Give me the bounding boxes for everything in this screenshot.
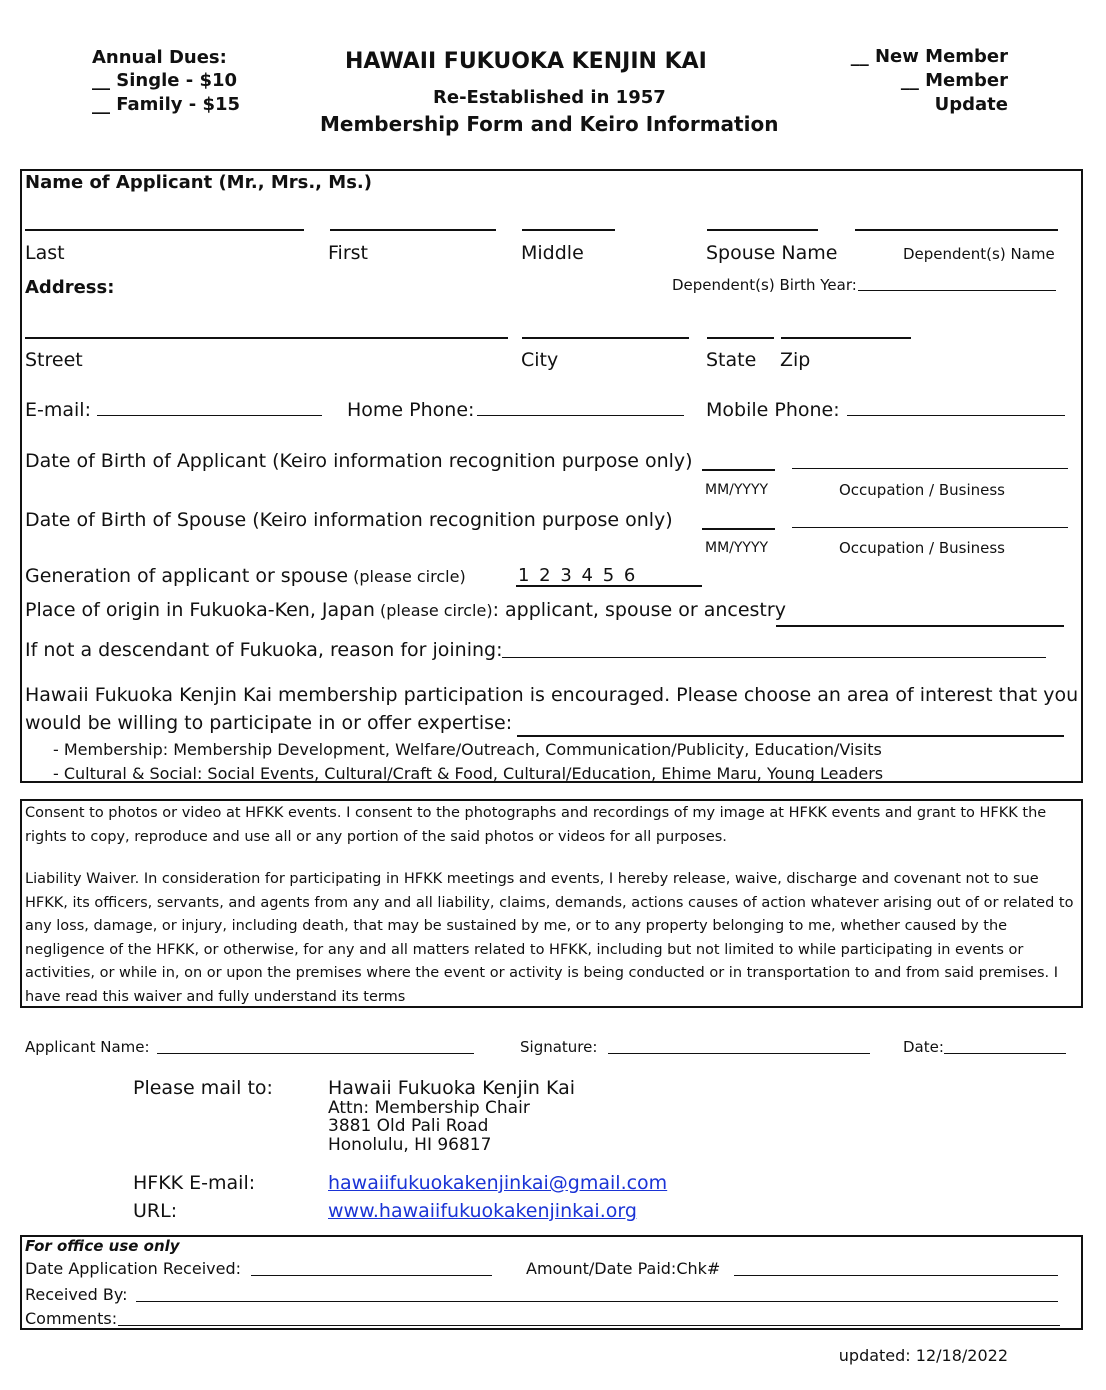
dob-applicant-label: Date of Birth of Applicant (Keiro information recognition purpose only): [25, 450, 693, 472]
dob-spouse-label: Date of Birth of Spouse (Keiro information recognition purpose only): [25, 509, 673, 531]
spouse-name-field[interactable]: [707, 229, 818, 231]
mail-street: 3881 Old Pali Road: [328, 1116, 489, 1136]
street-field[interactable]: [25, 337, 508, 339]
dob-applicant-field[interactable]: [702, 469, 775, 471]
address-title: Address:: [25, 277, 115, 298]
interest-membership: - Membership: Membership Development, Welfare/Outreach, Communication/Publicity, Education/Visits: [53, 740, 882, 759]
signature-label: Signature:: [520, 1038, 598, 1056]
updated-date: updated: 12/18/2022: [838, 1346, 1008, 1365]
hfkk-email-link[interactable]: hawaiifukuokakenjinkai@gmail.com: [328, 1172, 668, 1194]
date-field[interactable]: [944, 1053, 1066, 1054]
applicant-name-label: Applicant Name:: [25, 1038, 150, 1056]
generation-label: Generation of applicant or spouse: [25, 565, 349, 587]
state-field[interactable]: [707, 337, 774, 339]
signature-field[interactable]: [608, 1053, 870, 1054]
interest-cultural-social: - Cultural & Social: Social Events, Cultural/Craft & Food, Cultural/Education, Ehime Maru, Young Leaders: [53, 764, 884, 783]
occupation-applicant-field[interactable]: [792, 468, 1068, 469]
liability-waiver-text: Liability Waiver. In consideration for participating in HFKK meetings and events, I hereby release, waive, discharge and covenant not to sue HFKK, its officers, servants, and agents from any and all liability, claims, demands, actions causes of action whatever arising out of or related to any loss, damage, or injury, including death, that may be sustained by me, or to any property belonging to me, whether caused by the negligence of the HFKK, or otherwise, for any and all matters related to HFKK, including but not limited to while participating in events or activities, or while in, on or upon the premises where the event or activity is being conducted or in transportation to and from said premises. I have read this waiver and fully understand its terms: [25, 871, 1074, 1005]
mail-attn: Attn: Membership Chair: [328, 1098, 530, 1118]
annual-dues-title: Annual Dues:: [92, 47, 227, 68]
new-member-option[interactable]: __ New Member: [850, 46, 1008, 67]
hfkk-url-link[interactable]: www.hawaiifukuokakenjinkai.org: [328, 1200, 637, 1222]
amount-paid-field[interactable]: [734, 1275, 1058, 1276]
city-field[interactable]: [522, 337, 689, 339]
origin-label: Place of origin in Fukuoka-Ken, Japan: [25, 599, 375, 621]
origin-field[interactable]: [776, 625, 1064, 627]
spouse-label: Spouse Name: [706, 242, 838, 264]
email-label: E-mail:: [25, 399, 91, 421]
form-title: Membership Form and Keiro Information: [320, 112, 779, 136]
dues-family-option[interactable]: __ Family - $15: [92, 94, 241, 115]
dependent-name-label: Dependent(s) Name: [903, 245, 1055, 263]
comments-label: Comments:: [25, 1309, 118, 1328]
mail-to-label: Please mail to:: [133, 1077, 273, 1099]
middle-name-field[interactable]: [522, 229, 615, 231]
org-title: HAWAII FUKUOKA KENJIN KAI: [345, 49, 707, 74]
generation-circle-hint: (please circle): [353, 567, 466, 586]
email-field[interactable]: [97, 415, 322, 416]
home-phone-label: Home Phone:: [347, 399, 475, 421]
participation-text-2: would be willing to participate in or offer expertise:: [25, 712, 513, 734]
mail-city: Honolulu, HI 96817: [328, 1135, 492, 1155]
mail-org-name: Hawaii Fukuoka Kenjin Kai: [328, 1077, 576, 1099]
generation-options[interactable]: 1 2 3 4 5 6: [518, 565, 636, 586]
mobile-phone-field[interactable]: [847, 415, 1065, 416]
applicant-name-field[interactable]: [157, 1053, 474, 1054]
generation-row: [25, 565, 466, 587]
interest-area-field[interactable]: [517, 735, 1064, 737]
last-label: Last: [25, 242, 65, 264]
participation-text-1: Hawaii Fukuoka Kenjin Kai membership participation is encouraged. Please choose an area of interest that you: [25, 684, 1079, 706]
street-label: Street: [25, 349, 83, 371]
date-label: Date:: [903, 1038, 944, 1056]
state-label: State: [706, 349, 757, 371]
generation-underline: [516, 585, 702, 587]
zip-label: Zip: [780, 349, 811, 371]
mmyyyy-label-1: MM/YYYY: [705, 482, 769, 498]
dependent-name-field[interactable]: [855, 229, 1058, 231]
origin-options[interactable]: : applicant, spouse or ancestry: [492, 599, 786, 621]
date-received-label: Date Application Received:: [25, 1259, 241, 1278]
origin-row: [25, 599, 786, 621]
received-by-field[interactable]: [136, 1301, 1058, 1302]
dependent-birth-label: Dependent(s) Birth Year:: [672, 276, 857, 294]
descendant-reason-field[interactable]: [502, 657, 1046, 658]
occupation-label-1: Occupation / Business: [839, 481, 1005, 499]
origin-circle-hint: (please circle): [380, 601, 493, 620]
middle-label: Middle: [521, 242, 584, 264]
descendant-label: If not a descendant of Fukuoka, reason for joining:: [25, 639, 503, 661]
dob-spouse-field[interactable]: [702, 528, 775, 530]
amount-paid-label: Amount/Date Paid:Chk#: [526, 1259, 721, 1278]
home-phone-field[interactable]: [477, 415, 684, 416]
url-label: URL:: [133, 1200, 178, 1222]
received-by-label: Received By:: [25, 1285, 128, 1304]
dues-single-option[interactable]: __ Single - $10: [92, 70, 238, 91]
occupation-label-2: Occupation / Business: [839, 539, 1005, 557]
member-update-option-label: Update: [934, 94, 1008, 115]
last-name-field[interactable]: [25, 229, 304, 231]
hfkk-email-label: HFKK E-mail:: [133, 1172, 256, 1194]
zip-field[interactable]: [781, 337, 911, 339]
first-name-field[interactable]: [330, 229, 496, 231]
date-received-field[interactable]: [251, 1275, 492, 1276]
occupation-spouse-field[interactable]: [792, 527, 1068, 528]
city-label: City: [521, 349, 559, 371]
established-subtitle: Re-Established in 1957: [433, 87, 666, 108]
photo-consent-text: Consent to photos or video at HFKK events. I consent to the photographs and recordings of my image at HFKK events and grant to HFKK the rights to copy, reproduce and use all or any portion of the said photos or videos for all purposes.: [25, 805, 1047, 845]
dependent-birth-field[interactable]: [858, 290, 1056, 291]
first-label: First: [328, 242, 368, 264]
comments-field[interactable]: [118, 1325, 1060, 1326]
mmyyyy-label-2: MM/YYYY: [705, 540, 769, 556]
mobile-phone-label: Mobile Phone:: [706, 399, 840, 421]
applicant-name-title: Name of Applicant (Mr., Mrs., Ms.): [25, 172, 372, 193]
member-update-option[interactable]: __ Member: [900, 70, 1008, 91]
office-use-title: For office use only: [25, 1237, 180, 1255]
